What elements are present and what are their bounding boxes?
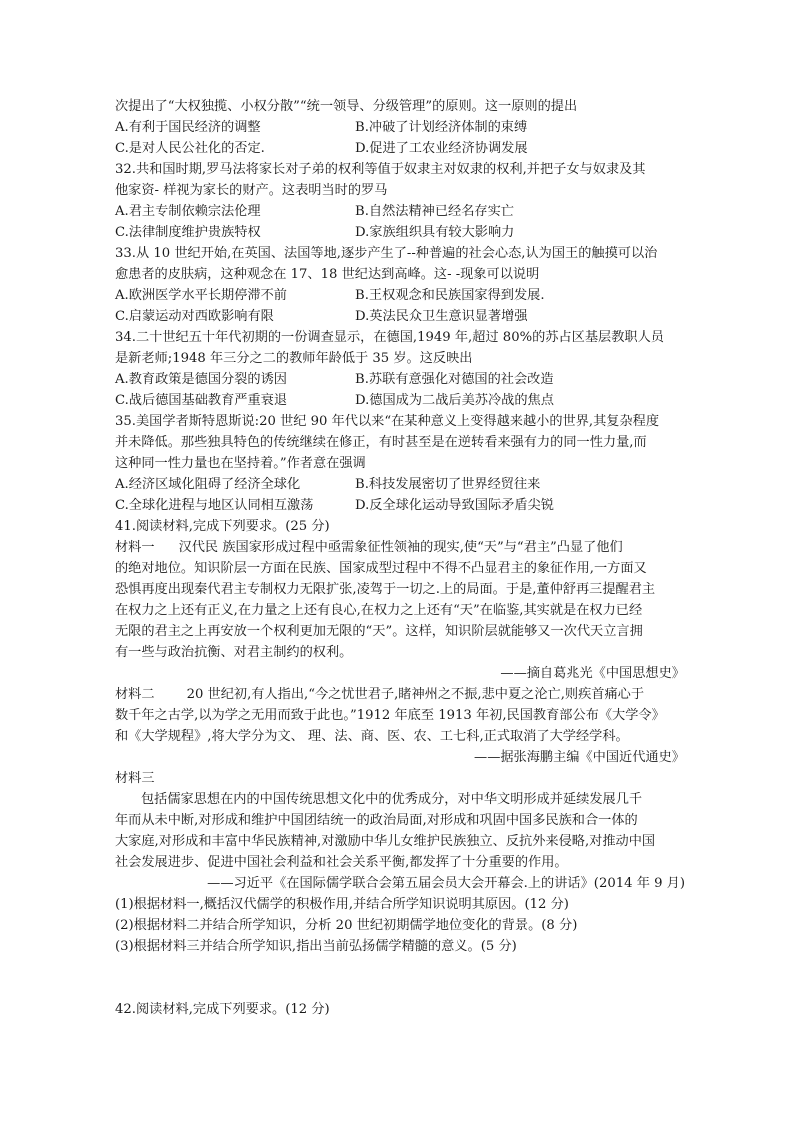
q34-stem-2: 是新老师;1948 年三分之二的教师年龄低于 35 岁。这反映出 [115,351,473,366]
q33-option-a: A.欧洲医学水平长期停滞不前 [115,288,287,303]
q34-option-b: B.苏联有意强化对德国的社会改造 [355,372,554,387]
material-2-line-1 [115,684,685,705]
material-1-line-2: 的绝对地位。知识阶层一方面在民族、国家成型过程中不得不凸显君主的象征作用,一方面又 [115,561,647,576]
q41-heading: 41.阅读材料,完成下列要求。(25 分) [115,519,330,534]
material-2-source: ——据张海鹏主编《中国近代通史》 [474,750,685,765]
q31-option-c: C.是对人民公社化的否定. [115,141,265,156]
q33-option-b: B.王权观念和民族国家得到发展. [355,288,545,303]
q31-option-a: A.有利于国民经济的调整 [115,120,261,135]
material-3-line-1: 包括儒家思想在内的中国传统思想文化中的优秀成分，对中华文明形成并延续发展几千 [141,792,643,807]
q33-options-row-2 [115,306,685,327]
material-1-line-6: 有一些与政治抗衡、对君主制约的权利。 [115,645,353,660]
material-1-source: ——摘自葛兆光《中国思想史》 [500,666,685,681]
requirement-3: (3)根据材料三并结合所学知识,指出当前弘扬儒学精髓的意义。(5 分) [115,939,517,954]
q32-options-row-2 [115,222,685,243]
material-3-label: 材料三 [115,771,155,786]
q35-stem-2: 并未降低。那些独具特色的传统继续在修正，有时甚至是在逆转看来强有力的同一性力量,而 [115,435,647,450]
q33-option-c: C.启蒙运动对西欧影响有限 [115,309,274,324]
q31-options-row-2 [115,138,685,159]
q34-options-row-2 [115,390,685,411]
q35-option-c: C.全球化进程与地区认同相互激荡 [115,498,314,513]
q35-options-row-1 [115,474,685,495]
material-2-line-2: 数千年之古学,以为学之无用而致于此也。”1912 年底至 1913 年初,民国教育部公布《大学令》 [115,708,665,723]
q32-option-a: A.君主专制依赖宗法伦理 [115,204,261,219]
q31-option-b: B.冲破了计划经济体制的束缚 [355,120,528,135]
material-3-line-4: 社会发展进步、促进中国社会利益和社会关系平衡,都发挥了十分重要的作用。 [115,855,568,870]
q35-stem-1: 35.美国学者斯特恩斯说:20 世纪 90 年代以来“在某种意义上变得越来越小的世界,其复杂程度 [115,414,660,429]
material-1-line-3: 恐惧再度出现秦代君主专制权力无限扩张,凌驾于一切之.上的局面。于是,董仲舒再三提醒君主 [115,582,656,597]
q34-options-row-1 [115,369,685,390]
material-1-line-5: 无限的君主之上再安放一个权利更加无限的“天”。这样，知识阶层就能够又一次代天立言拥 [115,624,643,639]
q35-option-b: B.科技发展密切了世界经贸往来 [355,477,541,492]
q32-stem-2: 他家资- 样视为家长的财产。这表明当时的罗马 [115,183,388,198]
q34-option-c: C.战后德国基础教育严重衰退 [115,393,288,408]
material-1-line-4: 在权力之上还有正义,在力量之上还有良心,在权力之上还有“天”在临鉴,其实就是在权力已经 [115,603,643,618]
q32-stem-1: 32.共和国时期,罗马法将家长对子弟的权利等值于奴隶主对奴隶的权利,并把子女与奴隶及其 [115,162,646,177]
q33-options-row-1 [115,285,685,306]
q35-option-a: A.经济区域化阻碍了经济全球化 [115,477,301,492]
q33-stem-2: 愈患者的皮肤病，这种观念在 17、18 世纪达到高峰。这- -现象可以说明 [115,267,540,282]
q42-heading: 42.阅读材料,完成下列要求。(12 分) [115,1002,330,1017]
requirement-2: (2)根据材料二并结合所学知识，分析 20 世纪初期儒学地位变化的背景。(8 分) [115,918,578,933]
q33-stem-1: 33.从 10 世纪开始,在英国、法国等地,逐步产生了--种普遍的社会心态,认为国王的触摸可以治 [115,246,658,261]
q34-option-d: D.德国成为二战后美苏冷战的焦点 [355,393,554,408]
q33-option-d: D.英法民众卫生意识显著增强 [355,309,528,324]
exam-page [115,96,685,1020]
q34-stem-1: 34.二十世纪五十年代初期的一份调查显示，在德国,1949 年,超过 80%的苏占区基层教职人员 [115,330,664,345]
q35-options-row-2 [115,495,685,516]
q32-options-row-1 [115,201,685,222]
material-2-label: 材料二 [115,687,155,702]
material-3-line-2: 年而从未中断,对形成和维护中国团结统一的政治局面,对形成和巩固中国多民族和合一体的 [115,813,638,828]
material-1-line-1 [115,537,685,558]
q31-stem: 次提出了“大权独揽、小权分散”“统一领导、分级管理”的原则。这一原则的提出 [115,99,578,114]
material-1-text-1: 汉代民 族国家形成过程中亟需象征性领袖的现实,使“天”与“君主”凸显了他们 [178,540,623,555]
q31-options-row-1 [115,117,685,138]
material-2-line-3: 和《大学规程》,将大学分为文、 理、法、商、医、农、工七科,正式取消了大学经学科。 [115,729,629,744]
q32-option-b: B.自然法精神已经名存实亡 [355,204,514,219]
material-3-line-3: 大家庭,对形成和丰富中华民族精神,对激励中华儿女维护民族独立、反抗外来侵略,对推动中国 [115,834,656,849]
requirement-1: (1)根据材料一,概括汉代儒学的积极作用,并结合所学知识说明其原因。(12 分) [115,897,569,912]
q35-option-d: D.反全球化运动导致国际矛盾尖锐 [355,498,554,513]
q32-option-d: D.家族组织具有较大影响力 [355,225,515,240]
q31-option-d: D.促进了工农业经济协调发展 [355,141,528,156]
material-1-label: 材料一 [115,540,155,555]
spacer [115,957,685,978]
spacer [115,978,685,999]
q35-stem-3: 这种同一性力量也在坚持着。”作者意在强调 [115,456,366,471]
material-3-source: ——习近平《在国际儒学联合会第五届会员大会开幕会.上的讲话》(2014 年 9 月) [207,876,685,891]
material-2-text-1: 20 世纪初,有人指出,“今之忧世君子,睹神州之不振,悲中夏之沦亡,则疾首痛心于 [186,687,645,702]
q34-option-a: A.教育政策是德国分裂的诱因 [115,372,287,387]
q32-option-c: C.法律制度维护贵族特权 [115,225,261,240]
